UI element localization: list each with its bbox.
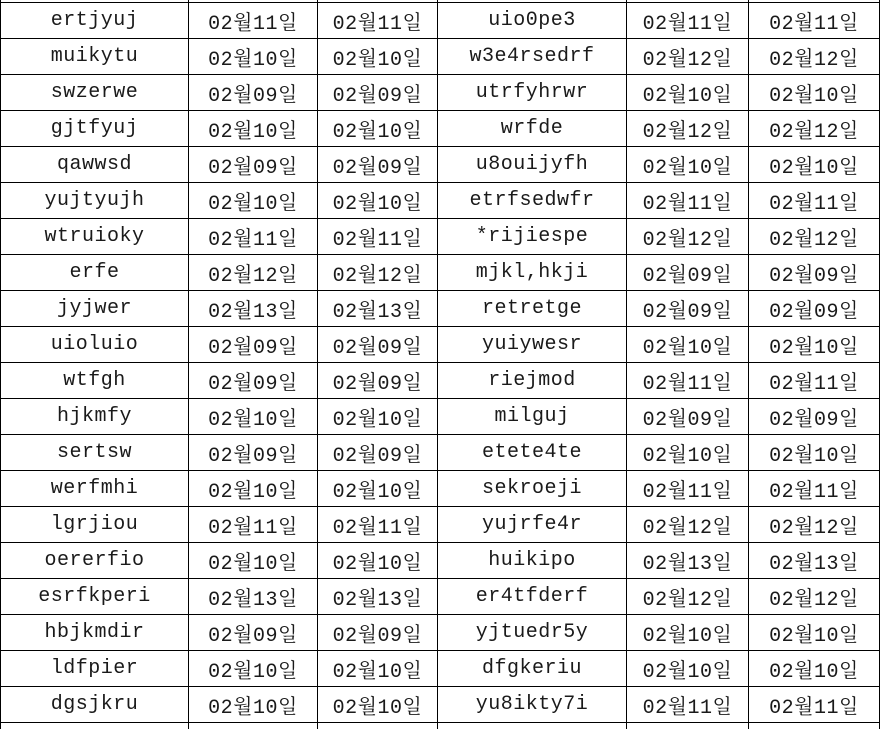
cell-date-right-1[interactable]: 02월11일	[627, 3, 749, 39]
cell-name-left[interactable]: qawwsd	[1, 147, 189, 183]
cell-date-left-2[interactable]: 02월10일	[318, 543, 438, 579]
cell-name-right[interactable]: mjkl,hkji	[438, 255, 627, 291]
cell-name-right[interactable]: huikipo	[438, 543, 627, 579]
cell-date-right-2[interactable]: 02월11일	[749, 3, 880, 39]
cell-date-right-2[interactable]: 02월13일	[749, 543, 880, 579]
cell-date-left-1[interactable]: 02월10일	[189, 471, 318, 507]
cell-date-right-2[interactable]: 02월10일	[749, 435, 880, 471]
cell-name-right[interactable]: uio0pe3	[438, 3, 627, 39]
cell-date-right-2[interactable]: 02월10일	[749, 147, 880, 183]
cell-date-left-1[interactable]: 02월12일	[189, 255, 318, 291]
cell-date-left-1[interactable]: 02월10일	[189, 111, 318, 147]
cell-date-right-1[interactable]: 02월10일	[627, 615, 749, 651]
cell-date-left-1[interactable]: 02월09일	[189, 327, 318, 363]
cell-date-left-1[interactable]: 02월10일	[189, 543, 318, 579]
cell-date-left-2[interactable]: 02월11일	[318, 507, 438, 543]
cell-date-left-1[interactable]: 02월10일	[189, 651, 318, 687]
table-row	[1, 3, 880, 39]
cell-date-left-1[interactable]: 02월09일	[189, 147, 318, 183]
clipped-cell	[438, 723, 627, 729]
cell-date-right-2[interactable]: 02월11일	[749, 471, 880, 507]
cell-date-right-2[interactable]: 02월10일	[749, 615, 880, 651]
cell-date-right-1[interactable]: 02월12일	[627, 39, 749, 75]
cell-date-left-2[interactable]: 02월09일	[318, 363, 438, 399]
cell-name-left[interactable]: yujtyujh	[1, 183, 189, 219]
cell-date-right-1[interactable]: 02월12일	[627, 579, 749, 615]
cell-name-left[interactable]: erfe	[1, 255, 189, 291]
cell-date-right-2[interactable]: 02월12일	[749, 39, 880, 75]
cell-name-left[interactable]: jyjwer	[1, 291, 189, 327]
cell-date-right-1[interactable]: 02월13일	[627, 543, 749, 579]
cell-date-left-2[interactable]: 02월13일	[318, 579, 438, 615]
clipped-cell	[749, 723, 880, 729]
cell-name-left[interactable]: dgsjkru	[1, 687, 189, 723]
cell-date-left-1[interactable]: 02월09일	[189, 363, 318, 399]
cell-date-right-2[interactable]: 02월12일	[749, 507, 880, 543]
cell-name-right[interactable]: riejmod	[438, 363, 627, 399]
cell-name-left[interactable]: uioluio	[1, 327, 189, 363]
cell-name-left[interactable]: esrfkperi	[1, 579, 189, 615]
cell-name-left[interactable]: wtfgh	[1, 363, 189, 399]
clipped-cell	[627, 723, 749, 729]
table-row	[1, 327, 880, 363]
cell-name-right[interactable]: milguj	[438, 399, 627, 435]
table-row	[1, 291, 880, 327]
table-row	[1, 363, 880, 399]
clipped-cell	[318, 723, 438, 729]
cell-date-left-1[interactable]: 02월10일	[189, 399, 318, 435]
table-row	[1, 543, 880, 579]
table-row	[1, 219, 880, 255]
cell-date-left-2[interactable]: 02월10일	[318, 183, 438, 219]
cell-date-left-1[interactable]: 02월11일	[189, 507, 318, 543]
cell-date-right-2[interactable]: 02월09일	[749, 255, 880, 291]
cell-date-left-1[interactable]: 02월11일	[189, 219, 318, 255]
cell-date-left-1[interactable]: 02월09일	[189, 435, 318, 471]
table-row	[1, 435, 880, 471]
clipped-cell	[189, 723, 318, 729]
cell-date-left-2[interactable]: 02월10일	[318, 471, 438, 507]
cell-date-left-2[interactable]: 02월10일	[318, 651, 438, 687]
cell-date-right-1[interactable]: 02월09일	[627, 255, 749, 291]
cell-date-right-1[interactable]: 02월11일	[627, 363, 749, 399]
cell-date-right-2[interactable]: 02월09일	[749, 399, 880, 435]
cell-name-right[interactable]: wrfde	[438, 111, 627, 147]
cell-date-right-2[interactable]: 02월09일	[749, 291, 880, 327]
cell-date-left-2[interactable]: 02월11일	[318, 3, 438, 39]
cell-date-right-1[interactable]: 02월11일	[627, 471, 749, 507]
cell-name-right[interactable]: w3e4rsedrf	[438, 39, 627, 75]
table-row	[1, 75, 880, 111]
cell-date-right-2[interactable]: 02월11일	[749, 687, 880, 723]
cell-date-right-1[interactable]: 02월12일	[627, 111, 749, 147]
cell-date-left-2[interactable]: 02월10일	[318, 399, 438, 435]
cell-date-right-1[interactable]: 02월12일	[627, 507, 749, 543]
cell-name-right[interactable]: sekroeji	[438, 471, 627, 507]
cell-date-left-2[interactable]: 02월09일	[318, 327, 438, 363]
cell-date-left-2[interactable]: 02월11일	[318, 219, 438, 255]
cell-name-right[interactable]: *rijiespe	[438, 219, 627, 255]
cell-name-left[interactable]: swzerwe	[1, 75, 189, 111]
cell-date-right-1[interactable]: 02월11일	[627, 687, 749, 723]
clipped-row-bottom	[1, 723, 880, 729]
cell-date-left-2[interactable]: 02월10일	[318, 39, 438, 75]
cell-date-right-2[interactable]: 02월10일	[749, 651, 880, 687]
cell-date-right-1[interactable]: 02월10일	[627, 147, 749, 183]
cell-name-right[interactable]: retretge	[438, 291, 627, 327]
cell-name-right[interactable]: utrfyhrwr	[438, 75, 627, 111]
cell-name-right[interactable]: yujrfe4r	[438, 507, 627, 543]
cell-date-left-1[interactable]: 02월10일	[189, 687, 318, 723]
cell-date-right-1[interactable]: 02월10일	[627, 651, 749, 687]
table-row	[1, 579, 880, 615]
table-row	[1, 651, 880, 687]
cell-date-right-2[interactable]: 02월12일	[749, 219, 880, 255]
cell-date-left-1[interactable]: 02월10일	[189, 183, 318, 219]
cell-name-left[interactable]: hjkmfy	[1, 399, 189, 435]
cell-name-right[interactable]: dfgkeriu	[438, 651, 627, 687]
cell-name-left[interactable]: sertsw	[1, 435, 189, 471]
cell-date-left-1[interactable]: 02월13일	[189, 291, 318, 327]
cell-date-left-1[interactable]: 02월09일	[189, 615, 318, 651]
cell-name-left[interactable]: gjtfyuj	[1, 111, 189, 147]
cell-name-left[interactable]: wtruioky	[1, 219, 189, 255]
cell-date-left-2[interactable]: 02월10일	[318, 111, 438, 147]
table-row	[1, 399, 880, 435]
table-row	[1, 183, 880, 219]
cell-name-right[interactable]: er4tfderf	[438, 579, 627, 615]
cell-name-right[interactable]: yu8ikty7i	[438, 687, 627, 723]
table-row	[1, 507, 880, 543]
cell-date-left-2[interactable]: 02월09일	[318, 147, 438, 183]
cell-date-right-1[interactable]: 02월09일	[627, 291, 749, 327]
clipped-cell	[1, 723, 189, 729]
cell-date-left-2[interactable]: 02월10일	[318, 687, 438, 723]
cell-date-right-1[interactable]: 02월11일	[627, 183, 749, 219]
cell-name-right[interactable]: yjtuedr5y	[438, 615, 627, 651]
cell-date-left-2[interactable]: 02월09일	[318, 615, 438, 651]
cell-name-left[interactable]: ldfpier	[1, 651, 189, 687]
cell-name-left[interactable]: werfmhi	[1, 471, 189, 507]
table-row	[1, 255, 880, 291]
cell-date-right-1[interactable]: 02월10일	[627, 435, 749, 471]
cell-name-left[interactable]: oererfio	[1, 543, 189, 579]
cell-name-left[interactable]: hbjkmdir	[1, 615, 189, 651]
cell-date-left-2[interactable]: 02월09일	[318, 75, 438, 111]
table-row	[1, 111, 880, 147]
table-row	[1, 687, 880, 723]
cell-name-right[interactable]: etete4te	[438, 435, 627, 471]
cell-date-left-2[interactable]: 02월12일	[318, 255, 438, 291]
cell-name-left[interactable]: ertjyuj	[1, 3, 189, 39]
cell-date-right-1[interactable]: 02월12일	[627, 219, 749, 255]
cell-name-right[interactable]: etrfsedwfr	[438, 183, 627, 219]
cell-date-right-1[interactable]: 02월09일	[627, 399, 749, 435]
cell-date-right-1[interactable]: 02월10일	[627, 75, 749, 111]
cell-date-right-2[interactable]: 02월11일	[749, 363, 880, 399]
cell-date-left-1[interactable]: 02월11일	[189, 3, 318, 39]
table-row	[1, 615, 880, 651]
cell-date-right-2[interactable]: 02월11일	[749, 183, 880, 219]
cell-date-left-1[interactable]: 02월13일	[189, 579, 318, 615]
cell-date-left-1[interactable]: 02월10일	[189, 39, 318, 75]
table-row	[1, 39, 880, 75]
cell-name-left[interactable]: muikytu	[1, 39, 189, 75]
cell-date-left-1[interactable]: 02월09일	[189, 75, 318, 111]
table-row	[1, 147, 880, 183]
cell-date-right-2[interactable]: 02월10일	[749, 75, 880, 111]
cell-date-right-1[interactable]: 02월10일	[627, 327, 749, 363]
cell-name-right[interactable]: yuiywesr	[438, 327, 627, 363]
cell-name-left[interactable]: lgrjiou	[1, 507, 189, 543]
cell-date-right-2[interactable]: 02월12일	[749, 111, 880, 147]
cell-date-left-2[interactable]: 02월13일	[318, 291, 438, 327]
cell-date-right-2[interactable]: 02월12일	[749, 579, 880, 615]
cell-date-left-2[interactable]: 02월09일	[318, 435, 438, 471]
table-row	[1, 471, 880, 507]
cell-date-right-2[interactable]: 02월10일	[749, 327, 880, 363]
cell-name-right[interactable]: u8ouijyfh	[438, 147, 627, 183]
